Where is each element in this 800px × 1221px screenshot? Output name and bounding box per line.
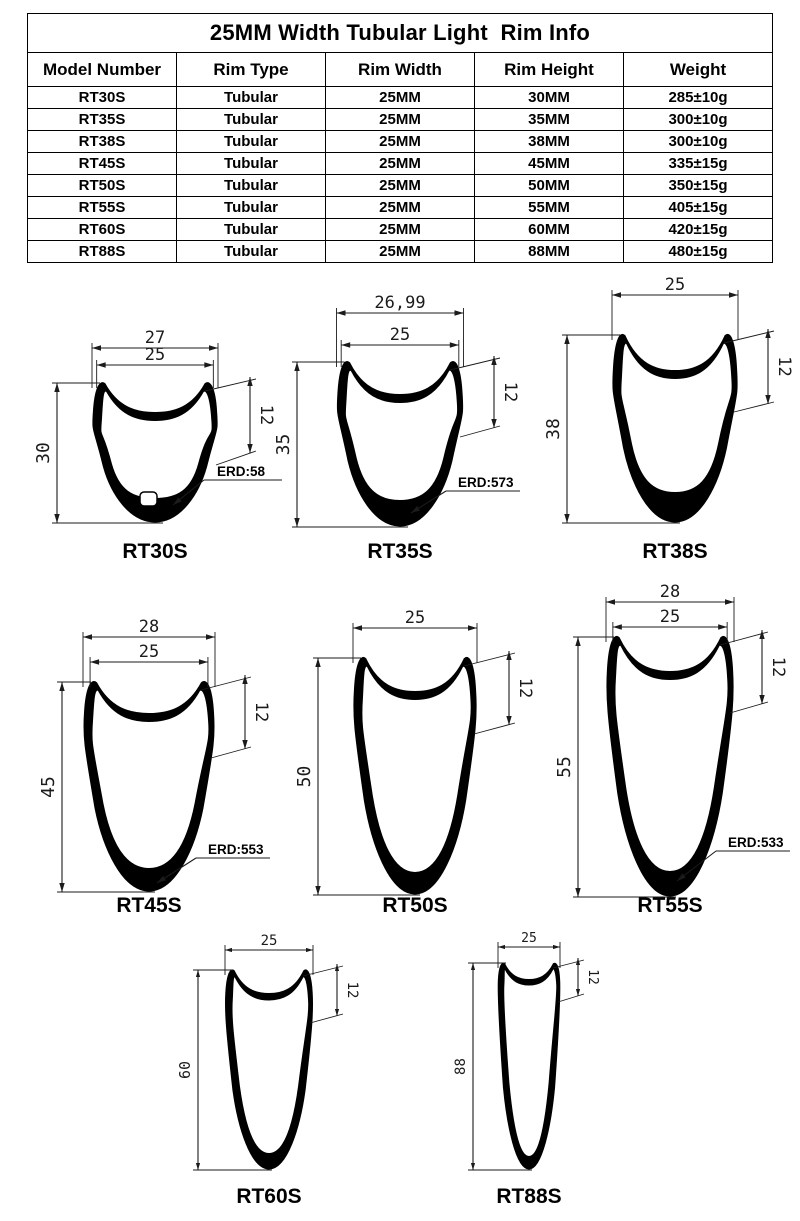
dimension-arrow xyxy=(564,514,569,523)
model-label: RT60S xyxy=(236,1185,302,1208)
dimension-arrow xyxy=(718,624,727,629)
column-header: Rim Type xyxy=(177,53,326,87)
dimension-label: 28 xyxy=(138,617,160,637)
dimension-arrow xyxy=(196,1163,200,1170)
table-cell: Tubular xyxy=(177,153,326,175)
dimension-arrow xyxy=(83,634,92,639)
dimension-arrow xyxy=(294,362,299,371)
table-cell: 55MM xyxy=(475,197,624,219)
table-cell: 45MM xyxy=(475,153,624,175)
table-cell: Tubular xyxy=(177,241,326,263)
table-cell: RT50S xyxy=(28,175,177,197)
table-cell: Tubular xyxy=(177,175,326,197)
dimension-label: 55 xyxy=(554,756,575,778)
dimension-arrow xyxy=(455,310,464,315)
rim-profile xyxy=(613,335,736,522)
table-cell: 420±15g xyxy=(624,219,773,241)
column-header: Rim Height xyxy=(475,53,624,87)
table-cell: Tubular xyxy=(177,87,326,109)
erd-label: ERD:58 xyxy=(217,464,266,479)
dimension-line xyxy=(216,451,256,465)
dimension-label: 12 xyxy=(251,701,271,723)
model-label: RT55S xyxy=(637,894,703,917)
table-cell: 25MM xyxy=(326,131,475,153)
table-cell: 50MM xyxy=(475,175,624,197)
dimension-arrow xyxy=(353,625,362,630)
dimension-arrow xyxy=(209,345,218,350)
dimension-label: 12 xyxy=(585,969,600,985)
dimension-label: 12 xyxy=(256,404,276,426)
dimension-label: 35 xyxy=(273,433,294,456)
table-cell: RT45S xyxy=(28,153,177,175)
rim-profile xyxy=(499,964,560,1169)
erd-label: ERD:553 xyxy=(208,842,264,857)
table-cell: 38MM xyxy=(475,131,624,153)
table-cell: Tubular xyxy=(177,219,326,241)
model-label: RT35S xyxy=(367,540,433,563)
dimension-arrow xyxy=(759,695,764,704)
model-label: RT45S xyxy=(116,894,182,917)
table-cell: 285±10g xyxy=(624,87,773,109)
table-cell: 25MM xyxy=(326,219,475,241)
dimension-label: 25 xyxy=(664,275,686,295)
dimension-arrow xyxy=(606,599,615,604)
drawing-rt45s xyxy=(38,617,271,917)
dimension-arrow xyxy=(315,658,320,667)
dimension-arrow xyxy=(97,362,106,367)
dimension-label: 28 xyxy=(659,582,681,602)
table-cell: 300±10g xyxy=(624,109,773,131)
table-cell: 30MM xyxy=(475,87,624,109)
dimension-arrow xyxy=(498,945,505,949)
model-label: RT50S xyxy=(382,894,448,917)
dimension-label: 12 xyxy=(500,381,520,403)
dimension-arrow xyxy=(54,383,59,392)
dimension-label: 88 xyxy=(453,1058,469,1075)
dimension-label: 25 xyxy=(404,608,426,628)
dimension-label: 12 xyxy=(768,656,788,678)
dimension-arrow xyxy=(242,740,247,749)
dimension-arrow xyxy=(92,345,101,350)
dimension-label: 26,99 xyxy=(374,293,426,313)
table-cell: 25MM xyxy=(326,109,475,131)
dimension-arrow xyxy=(306,948,313,952)
dimension-arrow xyxy=(564,335,569,344)
drawing-rt50s xyxy=(294,608,535,917)
dimension-label: 38 xyxy=(543,418,564,440)
table-cell: 25MM xyxy=(326,241,475,263)
dimension-label: 25 xyxy=(521,931,537,946)
dimension-arrow xyxy=(491,356,496,365)
table-cell: 405±15g xyxy=(624,197,773,219)
model-label: RT38S xyxy=(642,540,708,563)
table-cell: Tubular xyxy=(177,131,326,153)
column-header: Rim Width xyxy=(326,53,475,87)
table-cell: 25MM xyxy=(326,153,475,175)
drawing-rt60s xyxy=(176,933,360,1208)
spoke-hole-detail xyxy=(140,492,157,506)
table-cell: 35MM xyxy=(475,109,624,131)
dimension-arrow xyxy=(553,945,560,949)
table-cell: 25MM xyxy=(326,197,475,219)
dimension-label: 12 xyxy=(344,981,360,999)
drawing-rt38s xyxy=(543,275,794,563)
dimension-arrow xyxy=(90,659,99,664)
dimension-label: 30 xyxy=(33,442,54,464)
dimension-line xyxy=(558,994,584,1002)
dimension-label: 25 xyxy=(138,642,160,662)
dimension-arrow xyxy=(341,342,350,347)
dimension-line xyxy=(310,1014,343,1023)
dimension-label: 45 xyxy=(38,776,59,798)
dimension-arrow xyxy=(199,659,208,664)
dimension-arrow xyxy=(613,624,622,629)
dimension-arrow xyxy=(506,651,511,660)
rim-profile xyxy=(607,637,732,896)
table-title: 25MM Width Tubular Light Rim Info xyxy=(28,14,773,53)
dimension-arrow xyxy=(247,444,252,453)
table-cell: 350±15g xyxy=(624,175,773,197)
dimension-label: 60 xyxy=(176,1060,194,1080)
dimension-label: 12 xyxy=(774,356,794,377)
table-cell: RT30S xyxy=(28,87,177,109)
dimension-label: 25 xyxy=(389,325,411,345)
dimension-label: 12 xyxy=(515,677,535,699)
dimension-arrow xyxy=(225,948,232,952)
table-cell: RT35S xyxy=(28,109,177,131)
rim-profile xyxy=(354,658,475,894)
table-cell: RT55S xyxy=(28,197,177,219)
dimension-arrow xyxy=(765,329,770,338)
table-cell: 60MM xyxy=(475,219,624,241)
dimension-arrow xyxy=(725,599,734,604)
dimension-arrow xyxy=(575,888,580,897)
dimension-label: 25 xyxy=(260,933,278,949)
table-cell: Tubular xyxy=(177,109,326,131)
dimension-arrow xyxy=(468,625,477,630)
table-cell: 300±10g xyxy=(624,131,773,153)
table-cell: 88MM xyxy=(475,241,624,263)
column-header: Weight xyxy=(624,53,773,87)
dimension-arrow xyxy=(59,682,64,691)
dimension-arrow xyxy=(729,292,738,297)
dimension-arrow xyxy=(491,419,496,428)
dimension-arrow xyxy=(59,883,64,892)
rim-profile xyxy=(226,970,312,1168)
dimension-arrow xyxy=(294,518,299,527)
table-cell: Tubular xyxy=(177,197,326,219)
table-cell: 480±15g xyxy=(624,241,773,263)
dimension-arrow xyxy=(54,514,59,523)
drawing-rt35s xyxy=(273,293,520,563)
dimension-arrow xyxy=(315,886,320,895)
dimension-arrow xyxy=(471,963,475,970)
model-label: RT30S xyxy=(122,540,188,563)
table-cell: RT60S xyxy=(28,219,177,241)
dimension-arrow xyxy=(206,634,215,639)
dimension-arrow xyxy=(471,1163,475,1170)
dimension-arrow xyxy=(450,342,459,347)
table-cell: 335±15g xyxy=(624,153,773,175)
table-cell: 25MM xyxy=(326,87,475,109)
dimension-label: 25 xyxy=(659,607,681,627)
drawing-rt88s xyxy=(453,931,600,1208)
dimension-arrow xyxy=(204,362,213,367)
erd-label: ERD:533 xyxy=(728,835,784,850)
model-label: RT88S xyxy=(496,1185,562,1208)
dimension-arrow xyxy=(196,970,200,977)
dimension-arrow xyxy=(247,377,252,386)
table-cell: RT38S xyxy=(28,131,177,153)
dimension-label: 50 xyxy=(294,765,315,788)
dimension-arrow xyxy=(612,292,621,297)
dimension-label: 25 xyxy=(144,345,166,365)
dimension-arrow xyxy=(337,310,346,315)
drawing-rt55s xyxy=(554,582,790,917)
drawing-rt30s xyxy=(33,328,282,563)
table-cell: 25MM xyxy=(326,175,475,197)
column-header: Model Number xyxy=(28,53,177,87)
dimension-arrow xyxy=(575,637,580,646)
erd-label: ERD:573 xyxy=(458,475,514,490)
rim-profile xyxy=(338,362,462,525)
dimension-label: 27 xyxy=(144,328,166,348)
table-cell: RT88S xyxy=(28,241,177,263)
